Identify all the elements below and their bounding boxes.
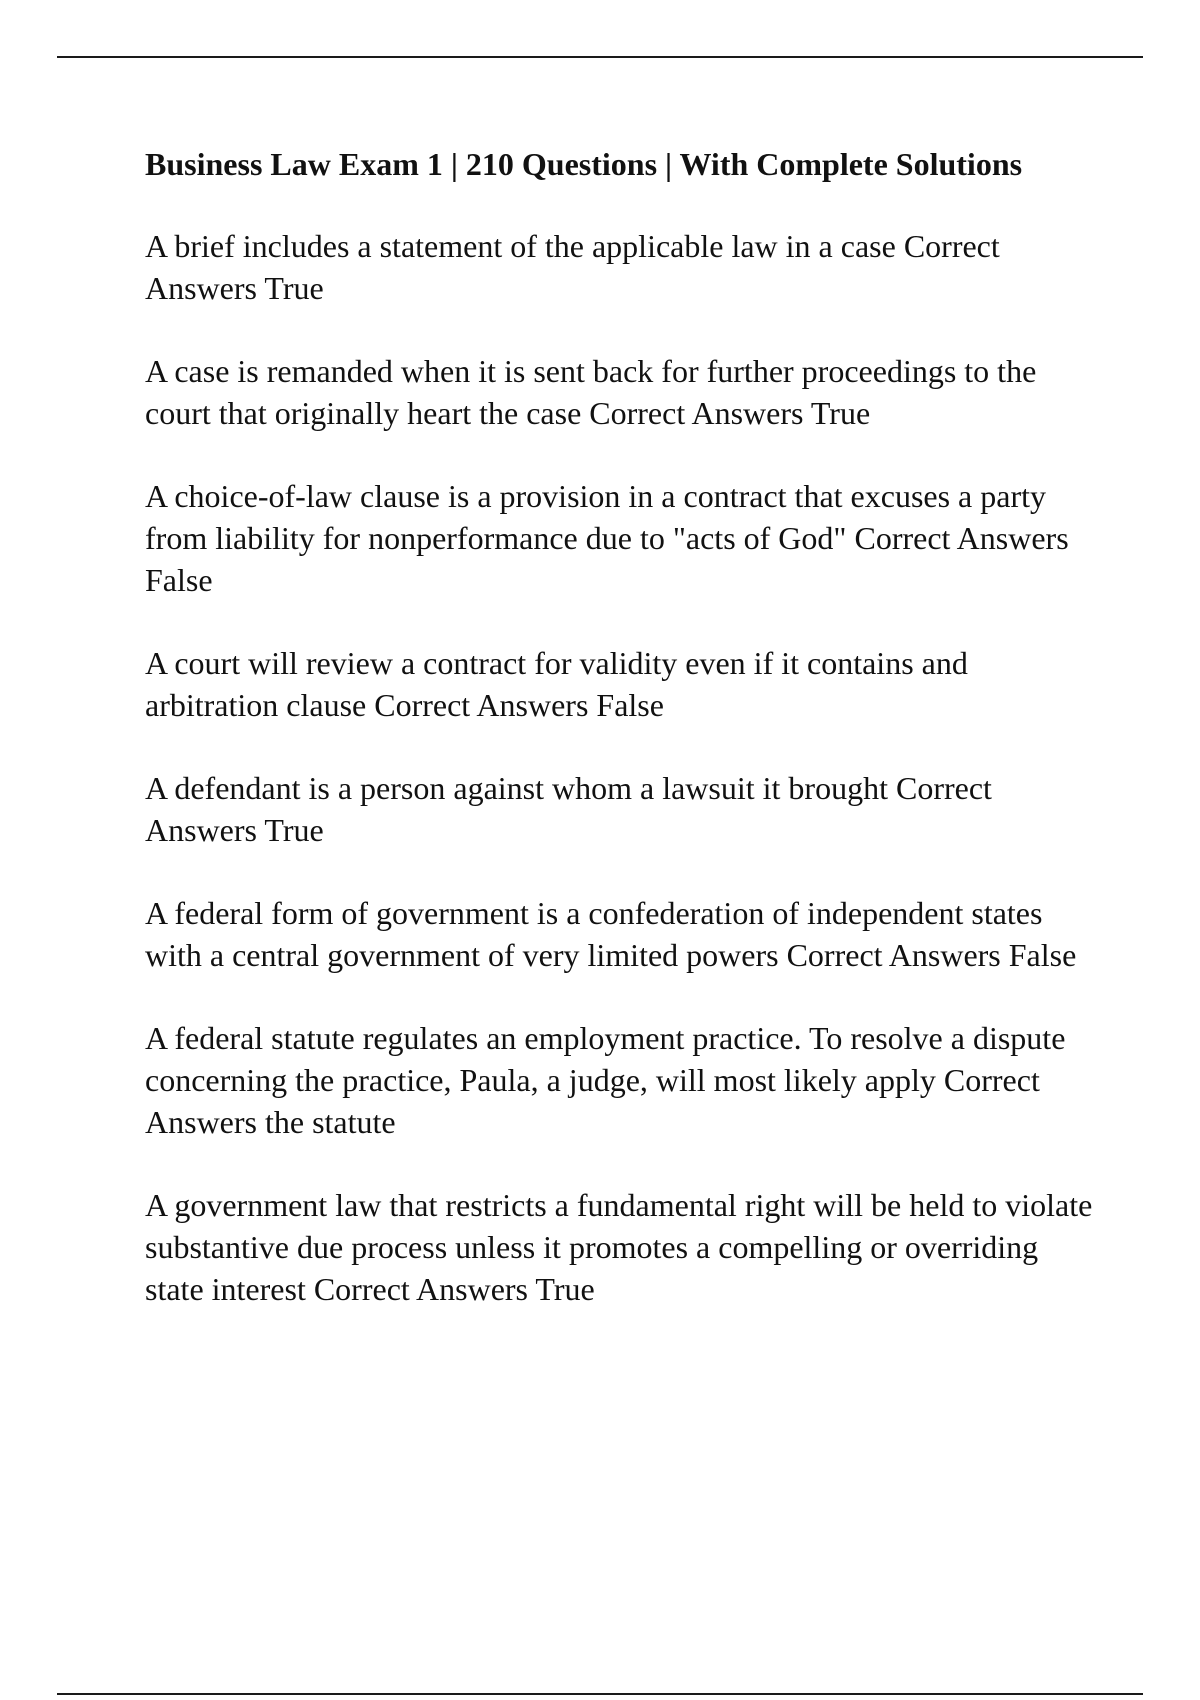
question-text: A government law that restricts a fundamental right will be held to violate substantive due process unless it promotes a compelling or overriding state interest [145,1187,1101,1307]
answer-label: Correct Answers [589,395,804,431]
answer-text: False [596,687,664,723]
answer-label: Correct Answers [145,770,999,848]
qa-item [145,892,1095,976]
qa-item [145,350,1095,434]
answer-label: Correct Answers [374,687,589,723]
question-text: A federal statute regulates an employment practice. To resolve a dispute concerning the practice, Paula, a judge, will most likely apply [145,1020,1074,1098]
document-body [145,143,1101,1351]
qa-item [145,642,1095,726]
qa-item [145,225,1095,309]
answer-text: True [264,812,324,848]
answer-text: the statute [264,1104,396,1140]
answer-text: False [1008,937,1077,973]
answer-label: Correct Answers [854,520,1069,556]
answer-label: Correct Answers [145,1062,1047,1140]
question-text: A brief includes a statement of the applicable law in a case [145,228,896,264]
qa-item [145,1017,1095,1143]
question-text: A choice-of-law clause is a provision in a contract that excuses a party from liability for nonperformance due to "acts of God" [145,478,1054,556]
answer-text: True [264,270,324,306]
answer-text: False [145,562,213,598]
answer-label: Correct Answers [786,937,1001,973]
qa-item [145,1184,1101,1310]
header-rule [57,56,1143,58]
answer-label: Correct Answers [313,1271,528,1307]
answer-text: True [810,395,871,431]
footer-rule [57,1693,1143,1695]
qa-item [145,475,1095,601]
question-text: A court will review a contract for validity even if it contains and arbitration clause [145,645,976,723]
answer-text: True [535,1271,595,1307]
document-title: Business Law Exam 1 | 210 Questions | With Complete Solutions [145,146,1023,182]
question-text: A federal form of government is a confederation of independent states with a central government of very limited powers [145,895,1051,973]
question-text: A case is remanded when it is sent back for further proceedings to the court that originally heart the case [145,353,1045,431]
answer-label: Correct Answers [145,228,1006,306]
question-text: A defendant is a person against whom a lawsuit it brought [145,770,888,806]
qa-item [145,767,1095,851]
